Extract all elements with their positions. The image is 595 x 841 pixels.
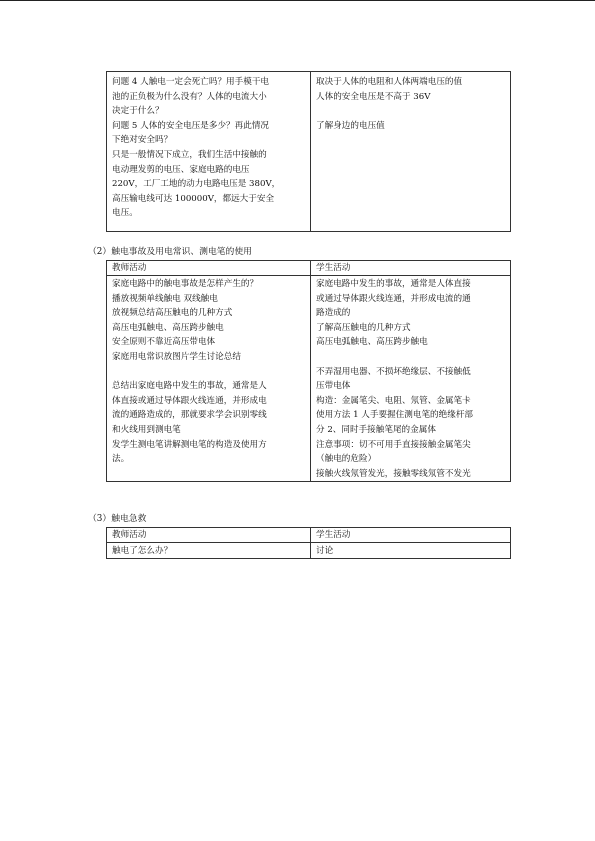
text-line: 分 2、同时手接触笔尾的金属体 <box>316 424 436 435</box>
blank-line <box>112 365 306 380</box>
teacher-activities-cell <box>107 276 311 482</box>
text-line: 决定于什么？ <box>112 106 164 117</box>
text-line: 总结出家庭电路中发生的事故，通常是人 <box>112 381 267 392</box>
section-2-title: （2）触电事故及用电常识、测电笔的使用 <box>88 247 252 257</box>
text-line: 体直接或通过导体跟火线连通，并形成电 <box>112 395 267 406</box>
text-line: 路造成的 <box>316 308 351 319</box>
text-line: 了解身边的电压值 <box>316 120 385 131</box>
table-row <box>107 72 511 232</box>
text-line: （触电的危险） <box>316 454 377 465</box>
header-teacher: 教师活动 <box>107 261 311 276</box>
student-answer-cell: 讨论 <box>311 543 511 559</box>
text-line: 问题 4 人触电一定会死亡吗？用手模干电 <box>112 77 270 87</box>
text-line: 220V，工厂工地的动力电路电压是 380V， <box>112 179 281 190</box>
header-student: 学生活动 <box>311 528 511 543</box>
page-top-rule <box>0 0 595 1</box>
table-header-row <box>107 528 511 543</box>
text-line: 使用方法 1 人手要握住测电笔的绝缘杆部 <box>316 410 474 421</box>
text-line: 播放视频单线触电 双线触电 <box>112 293 218 304</box>
text-line: 下绝对安全吗？ <box>112 135 173 146</box>
text-line: 和火线用到测电笔 <box>112 424 181 435</box>
header-student: 学生活动 <box>311 261 511 276</box>
text-line: 安全原则不靠近高压带电体 <box>112 337 216 348</box>
section-3-title: （3）触电急救 <box>88 514 147 524</box>
text-line: 不弄湿用电器、不损坏绝缘层、不接触低 <box>316 366 471 377</box>
blank-line <box>316 350 506 365</box>
text-line: 取决于人体的电阻和人体两端电压的值 <box>316 77 463 87</box>
electric-shock-table <box>106 260 511 482</box>
text-line: 家庭用电常识放图片学生讨论总结 <box>112 351 241 362</box>
table-header-row <box>107 261 511 276</box>
text-line: 高压电弧触电、高压跨步触电 <box>112 322 224 333</box>
text-line: 流的通路造成的，那就要求学会识别零线 <box>112 410 267 421</box>
header-teacher: 教师活动 <box>107 528 311 543</box>
text-line: 压带电体 <box>316 381 351 392</box>
text-line: 电压。 <box>112 208 138 219</box>
text-line: 池的正负极为什么没有？人体的电流大小 <box>112 91 267 102</box>
text-line: 接触火线氖管发光，接触零线氖管不发光 <box>316 468 471 479</box>
text-line: 高压输电线可达 100000V，都远大于安全 <box>112 193 275 204</box>
text-line: 了解高压触电的几种方式 <box>316 322 411 333</box>
text-line: 只是一般情况下成立，我们生活中接触的 <box>112 149 267 160</box>
intro-right-cell <box>311 72 511 232</box>
text-line: 注意事项：切不可用手直接接触金属笔尖 <box>316 439 471 450</box>
text-line: 法。 <box>112 454 130 465</box>
teacher-question-cell: 触电了怎么办？ <box>107 543 311 559</box>
table-row <box>107 276 511 482</box>
text-line: 问题 5 人体的安全电压是多少？再此情况 <box>112 120 270 131</box>
text-line: 高压电弧触电、高压跨步触电 <box>316 337 428 348</box>
table-row <box>107 543 511 559</box>
blank-line <box>316 104 506 119</box>
intro-table <box>106 71 511 232</box>
text-line: 构造：金属笔尖、电阻、氖管、金属笔卡 <box>316 395 471 406</box>
first-aid-table <box>106 527 511 559</box>
text-line: 家庭电路中的触电事故是怎样产生的？ <box>112 279 259 289</box>
intro-left-cell <box>107 72 311 232</box>
student-activities-cell <box>311 276 511 482</box>
text-line: 家庭电路中发生的事故，通常是人体直接 <box>316 279 471 289</box>
text-line: 发学生测电笔讲解测电笔的构造及使用方 <box>112 439 267 450</box>
text-line: 或通过导体跟火线连通，并形成电流的通 <box>316 293 471 304</box>
text-line: 电动理发剪的电压、家庭电路的电压 <box>112 164 250 175</box>
text-line: 人体的安全电压是不高于 36V <box>316 91 431 102</box>
text-line: 放视频总结高压触电的几种方式 <box>112 308 233 319</box>
